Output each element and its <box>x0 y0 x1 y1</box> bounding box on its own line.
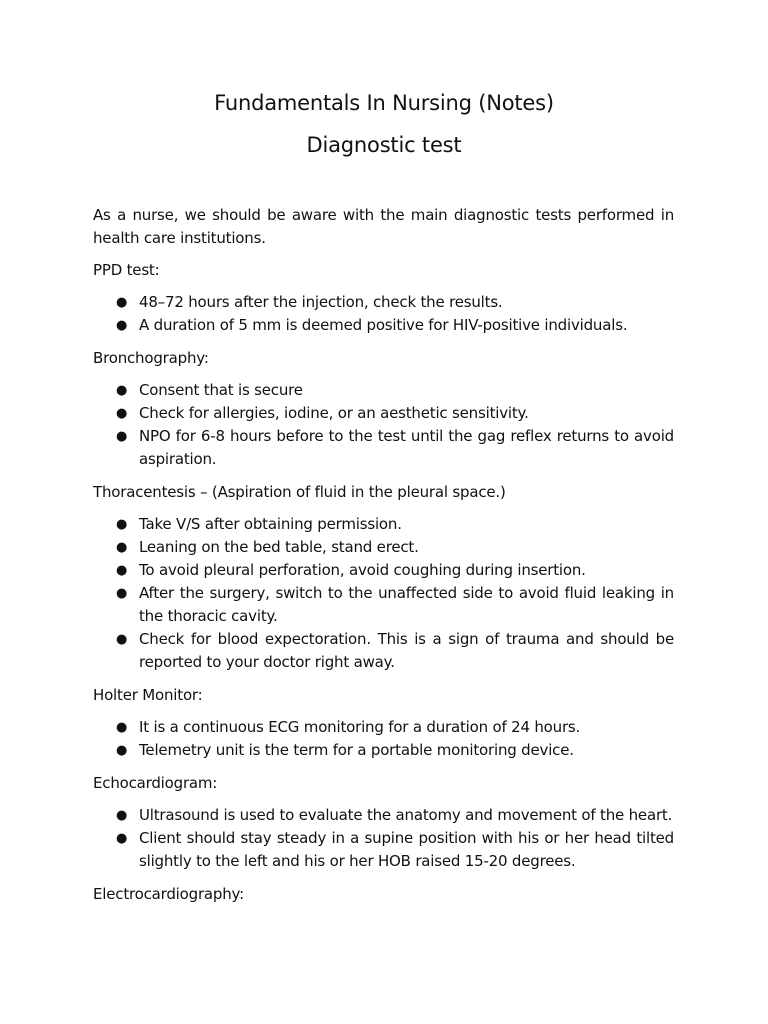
list-item-text: Consent that is secure <box>139 381 303 399</box>
bullet-icon: ● <box>116 831 128 846</box>
list-item-text: 48–72 hours after the injection, check the results. <box>139 293 503 311</box>
list-item <box>93 827 674 873</box>
list-item <box>93 628 674 674</box>
list-item <box>93 379 674 402</box>
list-item-text: A duration of 5 mm is deemed positive for HIV-positive individuals. <box>139 316 628 334</box>
list-item-text: Check for blood expectoration. This is a sign of trauma and should be reported to your doctor right away. <box>139 630 674 671</box>
document-subtitle: Diagnostic test <box>306 133 462 157</box>
list-item <box>93 402 674 425</box>
bullet-icon: ● <box>116 632 128 647</box>
list-item <box>93 582 674 628</box>
bullet-icon: ● <box>116 406 128 421</box>
list-item <box>93 314 674 337</box>
bullet-icon: ● <box>116 429 128 444</box>
section-heading-electrocardiography: Electrocardiography: <box>93 885 244 903</box>
section-heading-thoracentesis: Thoracentesis – (Aspiration of fluid in the pleural space.) <box>93 483 506 501</box>
bullet-icon: ● <box>116 383 128 398</box>
section-heading-echocardiogram: Echocardiogram: <box>93 774 218 792</box>
bullet-list-bronchography <box>93 379 674 471</box>
list-item-text: To avoid pleural perforation, avoid coughing during insertion. <box>139 561 586 579</box>
list-item-text: After the surgery, switch to the unaffected side to avoid fluid leaking in the thoracic cavity. <box>139 584 674 625</box>
bullet-icon: ● <box>116 517 128 532</box>
bullet-icon: ● <box>116 720 128 735</box>
list-item <box>93 739 674 762</box>
list-item <box>93 513 674 536</box>
list-item <box>93 559 674 582</box>
section-heading-ppd-test: PPD test: <box>93 261 160 279</box>
bullet-icon: ● <box>116 540 128 555</box>
list-item-text: Telemetry unit is the term for a portable monitoring device. <box>139 741 574 759</box>
bullet-icon: ● <box>116 295 128 310</box>
section-heading-bronchography: Bronchography: <box>93 349 209 367</box>
section-heading-holter-monitor: Holter Monitor: <box>93 686 203 704</box>
bullet-list-ppd-test <box>93 291 674 337</box>
intro-paragraph: As a nurse, we should be aware with the main diagnostic tests performed in health care institutions. <box>93 206 674 247</box>
list-item-text: Take V/S after obtaining permission. <box>139 515 402 533</box>
bullet-list-thoracentesis <box>93 513 674 674</box>
list-item-text: NPO for 6-8 hours before to the test until the gag reflex returns to avoid aspiration. <box>139 427 674 468</box>
bullet-icon: ● <box>116 743 128 758</box>
list-item <box>93 804 674 827</box>
bullet-list-holter-monitor <box>93 716 674 762</box>
list-item-text: Client should stay steady in a supine position with his or her head tilted slightly to the left and his or her HOB raised 15-20 degrees. <box>139 829 674 870</box>
bullet-icon: ● <box>116 808 128 823</box>
list-item-text: Check for allergies, iodine, or an aesthetic sensitivity. <box>139 404 529 422</box>
list-item <box>93 291 674 314</box>
bullet-list-echocardiogram <box>93 804 674 873</box>
list-item <box>93 536 674 559</box>
document-title: Fundamentals In Nursing (Notes) <box>214 91 554 115</box>
list-item-text: Leaning on the bed table, stand erect. <box>139 538 419 556</box>
bullet-icon: ● <box>116 586 128 601</box>
list-item-text: Ultrasound is used to evaluate the anatomy and movement of the heart. <box>139 806 673 824</box>
list-item <box>93 716 674 739</box>
document-body <box>93 204 674 915</box>
bullet-icon: ● <box>116 318 128 333</box>
list-item <box>93 425 674 471</box>
bullet-icon: ● <box>116 563 128 578</box>
list-item-text: It is a continuous ECG monitoring for a duration of 24 hours. <box>139 718 581 736</box>
